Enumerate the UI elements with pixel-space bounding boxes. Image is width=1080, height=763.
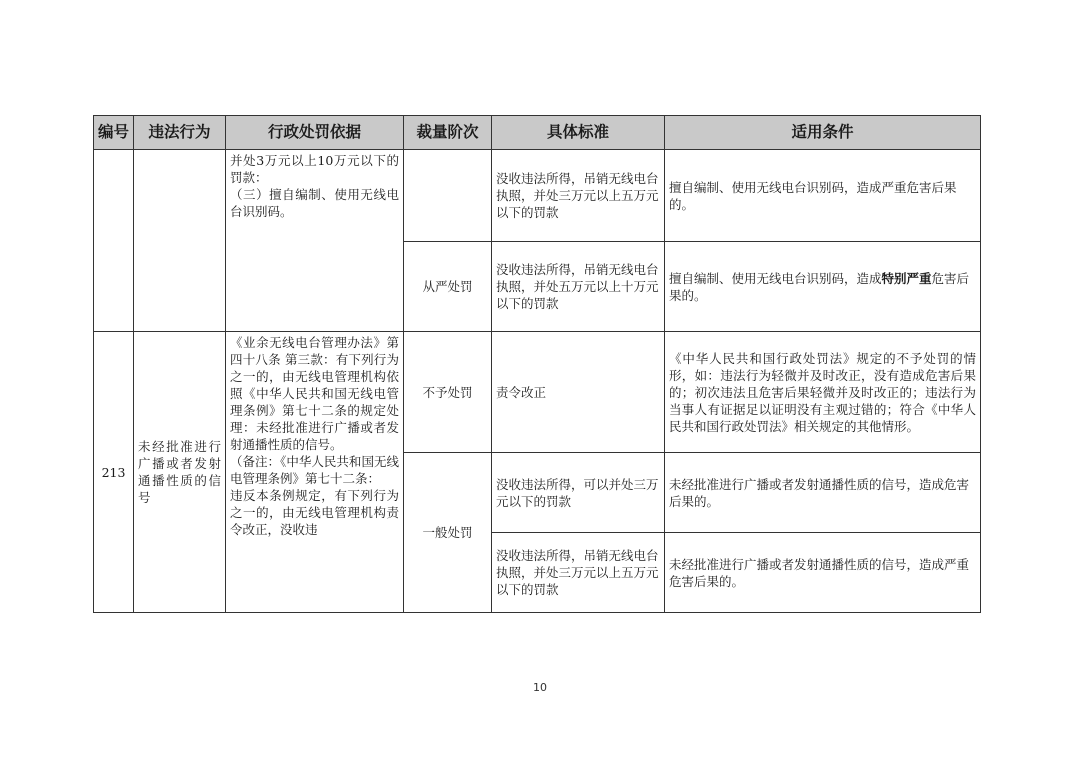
condition-cell: 未经批准进行广播或者发射通播性质的信号，造成严重危害后果的。 bbox=[665, 533, 981, 613]
header-basis: 行政处罚依据 bbox=[226, 116, 404, 150]
basis-cell-continued: 并处3万元以上10万元以下的罚款： （三）擅自编制、使用无线电台识别码。 bbox=[226, 150, 404, 332]
level-cell bbox=[404, 150, 492, 242]
level-cell: 不予处罚 bbox=[404, 332, 492, 453]
number-cell-continued bbox=[94, 150, 134, 332]
penalty-table bbox=[93, 115, 981, 613]
level-cell: 一般处罚 bbox=[404, 453, 492, 613]
header-standard: 具体标准 bbox=[492, 116, 665, 150]
level-cell: 从严处罚 bbox=[404, 242, 492, 332]
violation-cell: 未经批准进行广播或者发射通播性质的信号 bbox=[134, 332, 226, 613]
standard-cell: 没收违法所得，吊销无线电台执照，并处五万元以上十万元以下的罚款 bbox=[492, 242, 665, 332]
condition-cell: 《中华人民共和国行政处罚法》规定的不予处罚的情形，如：违法行为轻微并及时改正，没有造成危害后果的；初次违法且危害后果轻微并及时改正的；违法行为当事人有证据足以证明没有主观过错的；符合《中华人民共和国行政处罚法》相关规定的其他情形。 bbox=[665, 332, 981, 453]
condition-cell: 擅自编制、使用无线电台识别码，造成严重危害后果的。 bbox=[665, 150, 981, 242]
header-condition: 适用条件 bbox=[665, 116, 981, 150]
header-number: 编号 bbox=[94, 116, 134, 150]
standard-cell: 责令改正 bbox=[492, 332, 665, 453]
header-level: 裁量阶次 bbox=[404, 116, 492, 150]
basis-cell: 《业余无线电台管理办法》第四十八条 第三款：有下列行为之一的，由无线电管理机构依照《中华人民共和国无线电管理条例》第七十二条的规定处理：未经批准进行广播或者发射通播性质的信号。 （备注：《中华人民共和国无线电管理条例》第七十二条： 违反本条例规定，有下列行为之一的，由无线电管理机构责令改正，没收违 bbox=[226, 332, 404, 613]
table-row bbox=[94, 150, 981, 242]
violation-cell-continued bbox=[134, 150, 226, 332]
condition-text: 擅自编制、使用无线电台识别码，造成 bbox=[669, 270, 882, 286]
condition-cell bbox=[665, 242, 981, 332]
standard-cell: 没收违法所得，可以并处三万元以下的罚款 bbox=[492, 453, 665, 533]
condition-text: 危害后果的。 bbox=[669, 270, 970, 303]
standard-cell: 没收违法所得，吊销无线电台执照，并处三万元以上五万元以下的罚款 bbox=[492, 150, 665, 242]
standard-cell: 没收违法所得，吊销无线电台执照，并处三万元以上五万元以下的罚款 bbox=[492, 533, 665, 613]
table-row bbox=[94, 332, 981, 453]
condition-cell: 未经批准进行广播或者发射通播性质的信号，造成危害后果的。 bbox=[665, 453, 981, 533]
page-number: 10 bbox=[533, 681, 547, 694]
item-number: 213 bbox=[94, 332, 134, 613]
header-violation: 违法行为 bbox=[134, 116, 226, 150]
condition-emphasis: 特别严重 bbox=[881, 270, 932, 286]
table-header-row bbox=[94, 116, 981, 150]
